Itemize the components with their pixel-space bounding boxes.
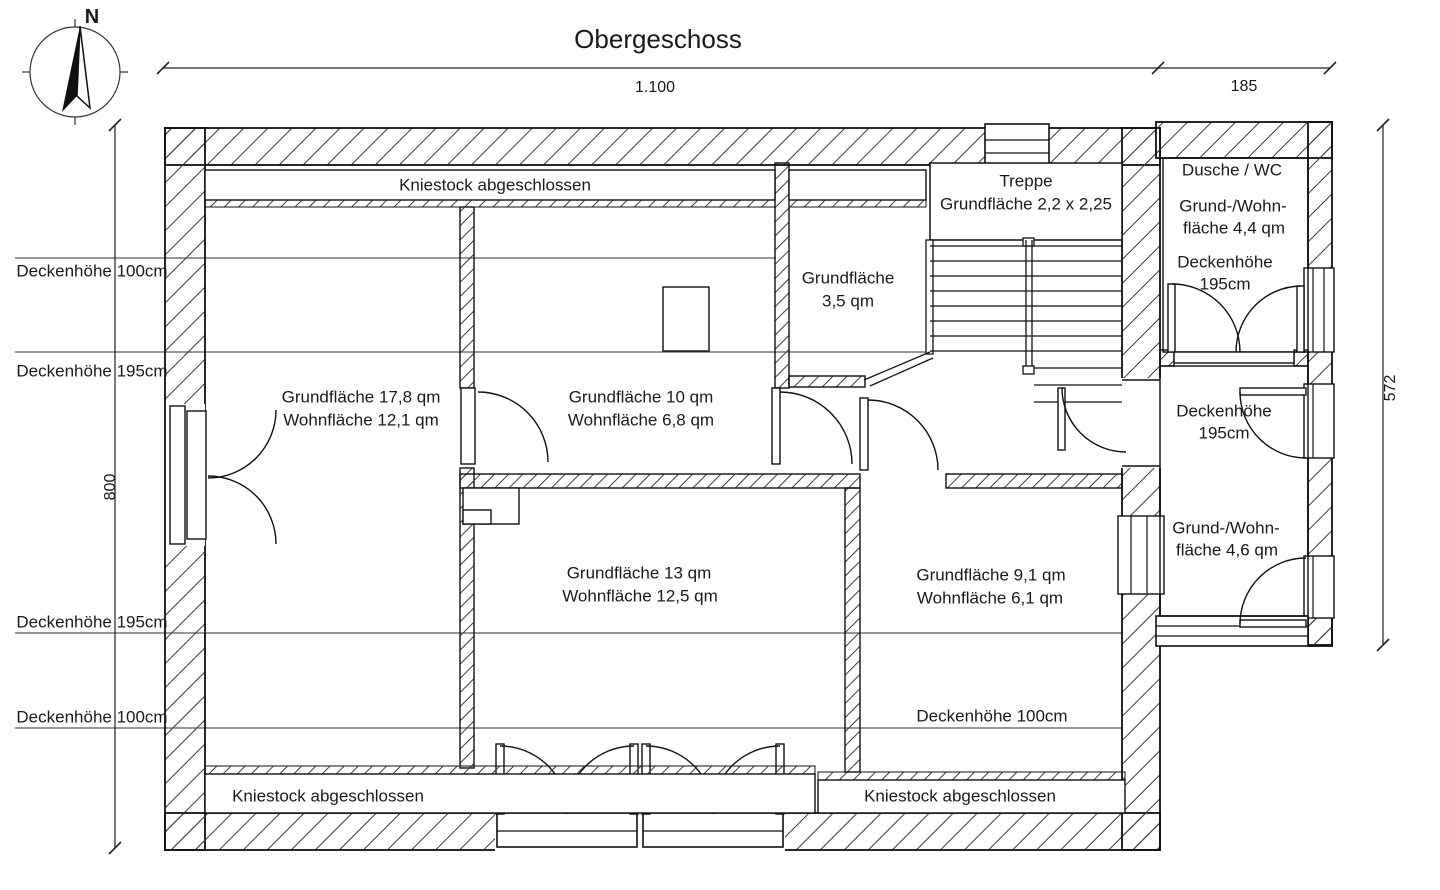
- door-leaf: [461, 388, 475, 464]
- door-leaf: [1058, 388, 1065, 450]
- door-swing-arc: [780, 392, 852, 464]
- stairs-label: Treppe: [999, 171, 1053, 191]
- room-se-ceiling-label: Deckenhöhe 100cm: [916, 706, 1068, 726]
- annex-wall-top: [1156, 122, 1332, 158]
- shower-door-threshold: [1174, 352, 1294, 363]
- left-window-sill: [170, 406, 185, 544]
- door-leaf: [1240, 388, 1306, 395]
- shower-area-label-line2: fläche 4,4 qm: [1182, 218, 1286, 238]
- kniestock-bottom-right-hatch: [818, 772, 1125, 780]
- wall-room-nw-n: [460, 207, 474, 388]
- margin-label-ceiling-100-top: Deckenhöhe 100cm: [16, 261, 168, 281]
- margin-label-ceiling-195-bottom: Deckenhöhe 195cm: [16, 612, 168, 632]
- door-leaf: [772, 388, 780, 464]
- door-swing-arc: [1062, 388, 1126, 452]
- door-swing-arc: [868, 400, 938, 470]
- bottom-door-sill: [497, 813, 637, 847]
- kniestock-top-label: Kniestock abgeschlossen: [399, 175, 591, 195]
- annex-ceiling-label-line1: Deckenhöhe: [1176, 401, 1272, 421]
- compass-rose: [22, 19, 128, 125]
- wall-mid-horizontal-west: [460, 474, 860, 488]
- stair-chamfer-line: [870, 358, 933, 386]
- shower-ceiling-label-line2: 195cm: [1199, 274, 1251, 294]
- right-wall-window: [1118, 516, 1164, 594]
- dimension-left-height: 800: [102, 473, 119, 501]
- stair-handrail-post: [1023, 366, 1034, 374]
- kniestock-top-hatch: [205, 200, 775, 207]
- room-se-living-label: Wohnfläche 6,1 qm: [916, 588, 1064, 608]
- room-n-living-label: Wohnfläche 6,8 qm: [567, 410, 715, 430]
- left-window-swing-arc: [208, 476, 276, 544]
- right-door-gap: [1118, 378, 1164, 468]
- shower-area-label-line1: Grund-/Wohn-: [1179, 196, 1287, 216]
- page-title: Obergeschoss: [574, 24, 742, 54]
- kniestock-bottom-right-label: Kniestock abgeschlossen: [864, 786, 1056, 806]
- margin-label-ceiling-195-top: Deckenhöhe 195cm: [16, 361, 168, 381]
- kniestock-bottom-left-label: Kniestock abgeschlossen: [232, 786, 424, 806]
- compass-needle-dark: [62, 26, 80, 112]
- door-swing-arc: [1172, 284, 1240, 352]
- chimney: [663, 287, 709, 351]
- door-swing-arc: [478, 392, 548, 462]
- stair-chamfer-wall: [864, 352, 933, 386]
- annex-wall-bottom-corner: [1308, 616, 1332, 646]
- bottom-door-sill: [643, 813, 783, 847]
- hall-area-label-line2: 3,5 qm: [822, 291, 874, 311]
- wall-hall-south: [789, 376, 865, 387]
- kniestock-top-band-right: [789, 170, 926, 200]
- compass-needle-light: [77, 26, 90, 108]
- margin-label-ceiling-100-bottom: Deckenhöhe 100cm: [16, 707, 168, 727]
- door-leaf: [1297, 286, 1304, 352]
- stair-west-wall: [926, 240, 933, 354]
- dimension-right-height: 572: [1382, 374, 1399, 402]
- shower-room-label: Dusche / WC: [1181, 160, 1283, 180]
- outer-wall-right: [1122, 128, 1160, 850]
- room-n-area-label: Grundfläche 10 qm: [568, 387, 714, 407]
- annex-ceiling-label-line2: 195cm: [1198, 423, 1250, 443]
- door-swing-arc: [1236, 286, 1300, 352]
- door-leaf: [1168, 284, 1175, 352]
- dimension-top-main: 1.100: [634, 79, 676, 96]
- wall-mid-horizontal-east: [946, 474, 1122, 488]
- wall-notch-step: [463, 510, 491, 524]
- door-leaf: [860, 398, 868, 470]
- left-window-leaf: [187, 411, 206, 539]
- wall-hall-west: [775, 163, 789, 388]
- annex-area-label-line2: fläche 4,6 qm: [1175, 540, 1279, 560]
- dimension-top-annex: 185: [1230, 78, 1258, 95]
- kniestock-bottom-left-hatch: [205, 766, 815, 774]
- room-s-living-label: Wohnfläche 12,5 qm: [562, 586, 718, 606]
- stairs-size-label: Grundfläche 2,2 x 2,25: [939, 194, 1113, 214]
- shower-ceiling-label-line1: Deckenhöhe: [1177, 252, 1273, 272]
- annex-area-label-line1: Grund-/Wohn-: [1172, 518, 1280, 538]
- stair-chamfer-line: [864, 352, 930, 380]
- wall-room-s-se: [845, 488, 860, 772]
- door-leaf: [1240, 620, 1306, 627]
- compass-center-dot: [73, 70, 77, 74]
- kniestock-top-hatch-right: [789, 200, 926, 207]
- hall-area-label-line1: Grundfläche: [801, 268, 895, 288]
- room-s-area-label: Grundfläche 13 qm: [566, 563, 712, 583]
- compass-north-label: N: [84, 6, 100, 28]
- door-swing-arc: [1240, 558, 1306, 624]
- stair-window: [985, 124, 1049, 166]
- room-nw-living-label: Wohnfläche 12,1 qm: [283, 410, 439, 430]
- room-nw-area-label: Grundfläche 17,8 qm: [281, 387, 441, 407]
- left-window-swing-arc: [208, 410, 276, 478]
- room-se-area-label: Grundfläche 9,1 qm: [916, 565, 1066, 585]
